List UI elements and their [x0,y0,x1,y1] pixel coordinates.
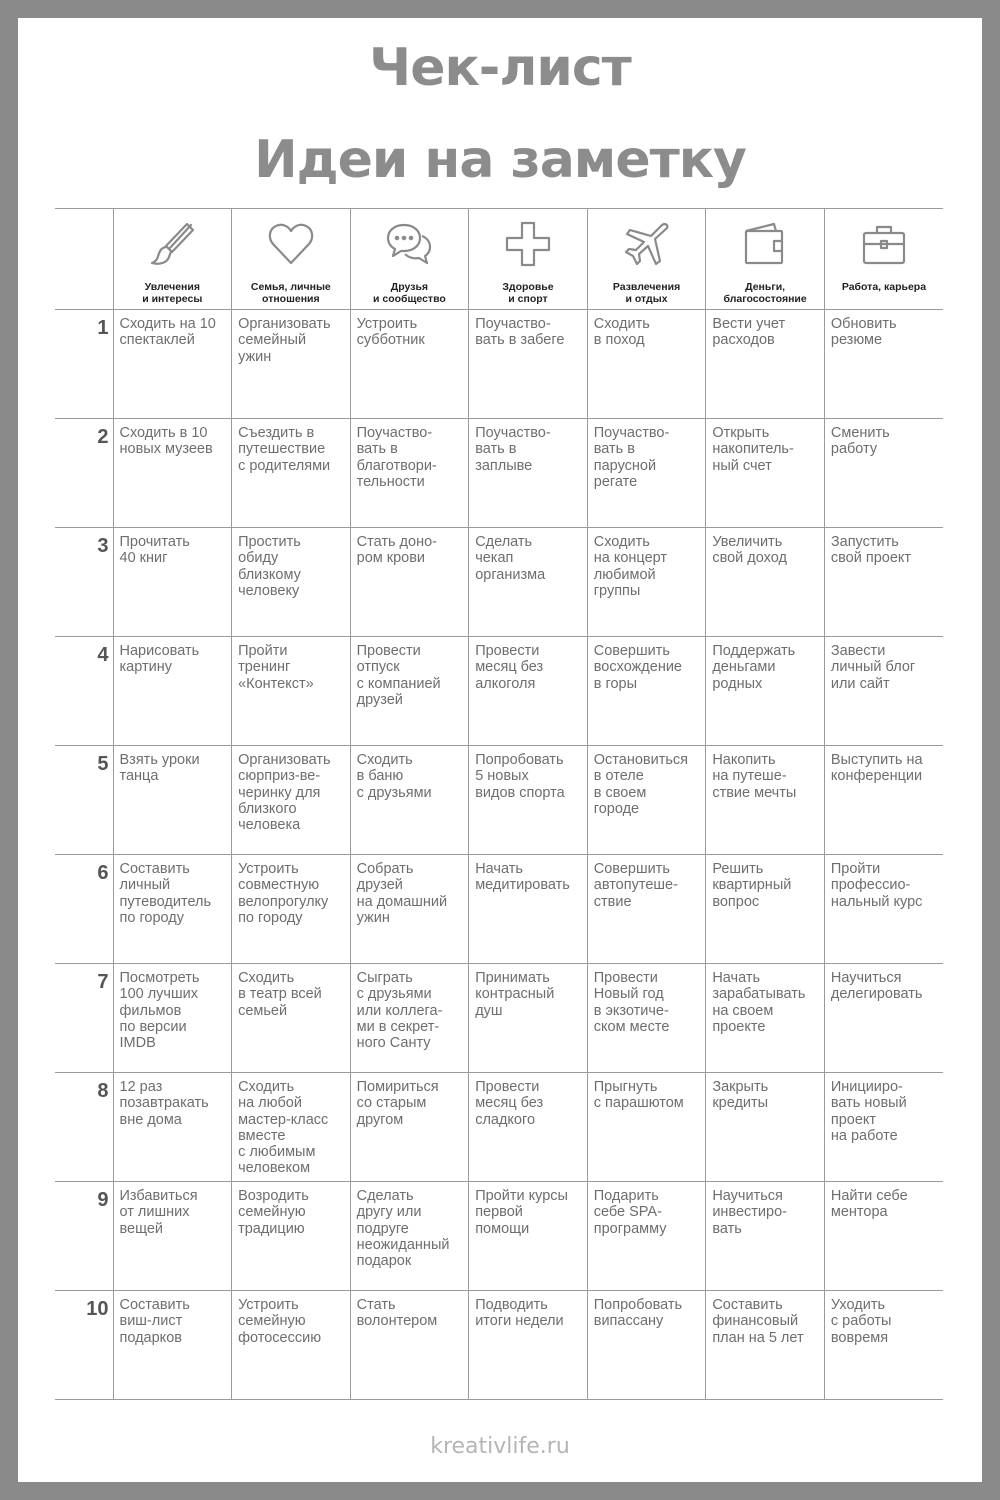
idea-cell [232,419,351,528]
idea-cell [469,419,588,528]
row-number: 4 [55,637,113,746]
idea-text: Стать волонтером [356,1297,438,1330]
idea-cell [824,855,943,964]
idea-text: Завести личный блог или сайт [830,643,916,692]
idea-text: Остановиться в отеле в своем городе [593,752,688,817]
idea-text: Обновить резюме [830,316,897,349]
idea-cell [824,528,943,637]
idea-text: Организовать сюрприз-ве- черинку для близкого человека [238,752,331,834]
idea-text: Устроить совместную велопрогулку по городу [238,861,329,926]
idea-cell [113,637,232,746]
idea-text: Сделать другу или подруге неожиданный подарок [356,1188,450,1270]
idea-cell [706,1291,825,1400]
row-number: 9 [55,1182,113,1291]
idea-text: Сходить в 10 новых музеев [119,425,213,458]
idea-cell [232,1182,351,1291]
category-label: Увлечения и интересы [142,281,203,305]
idea-cell [706,528,825,637]
idea-cell [824,746,943,855]
idea-cell [469,1182,588,1291]
idea-text: Сходить на любой мастер-класс вместе с любимым человеком [238,1079,329,1177]
idea-cell [113,746,232,855]
idea-cell [824,637,943,746]
table-row [55,964,943,1073]
idea-text: Сменить работу [830,425,890,458]
idea-text: Попробовать випассану [593,1297,683,1330]
idea-text: Выступить на конференции [830,752,923,785]
idea-text: Устроить семейную фотосессию [238,1297,322,1346]
idea-cell [232,637,351,746]
idea-cell [232,1073,351,1182]
category-header [350,209,469,310]
idea-cell [232,855,351,964]
idea-cell [350,637,469,746]
table-row [55,528,943,637]
category-label: Деньги, благосостояние [723,281,807,305]
idea-cell [824,1182,943,1291]
idea-text: Закрыть кредиты [712,1079,769,1112]
idea-cell [824,1073,943,1182]
idea-text: 12 раз позавтракать вне дома [119,1079,209,1128]
category-label: Друзья и сообщество [373,281,446,305]
idea-text: Решить квартирный вопрос [712,861,792,910]
idea-text: Стать доно- ром крови [356,534,437,567]
table-row [55,1291,943,1400]
idea-text: Составить личный путеводитель по городу [119,861,212,926]
idea-text: Увеличить свой доход [712,534,787,567]
idea-text: Уходить с работы вовремя [830,1297,892,1346]
idea-cell [113,1291,232,1400]
idea-text: Принимать контрасный душ [475,970,555,1019]
header-row [55,209,943,310]
table-row [55,746,943,855]
row-number: 5 [55,746,113,855]
idea-cell [824,310,943,419]
idea-cell [113,1182,232,1291]
idea-cell [706,637,825,746]
page-subtitle: Идеи на заметку [254,130,746,190]
paintbrush-icon [147,219,197,269]
idea-text: Попробовать 5 новых видов спорта [475,752,565,801]
idea-cell [232,746,351,855]
idea-text: Помириться со старым другом [356,1079,439,1128]
idea-text: Поучаство- вать в забеге [475,316,565,349]
idea-cell [469,637,588,746]
idea-cell [350,1073,469,1182]
table-row [55,310,943,419]
idea-cell [350,528,469,637]
page-title: Чек-лист [369,38,631,98]
idea-text: Пройти профессио- нальный курс [830,861,923,910]
category-header [113,209,232,310]
idea-text: Сделать чекап организма [475,534,546,583]
idea-cell [706,1073,825,1182]
idea-text: Сходить на концерт любимой группы [593,534,668,599]
idea-text: Провести Новый год в экзотиче- ском месте [593,970,670,1035]
idea-cell [587,1291,706,1400]
airplane-icon [622,219,672,269]
category-header [232,209,351,310]
table-row [55,855,943,964]
row-number: 7 [55,964,113,1073]
checklist-card [18,18,982,1482]
idea-cell [113,1073,232,1182]
idea-cell [587,855,706,964]
idea-text: Организовать семейный ужин [238,316,331,365]
idea-text: Вести учет расходов [712,316,786,349]
idea-text: Возродить семейную традицию [238,1188,309,1237]
category-header [469,209,588,310]
idea-cell [469,310,588,419]
category-label: Работа, карьера [841,281,927,293]
category-label: Семья, личные отношения [250,281,331,305]
idea-cell [824,419,943,528]
heart-icon [266,219,316,269]
chat-bubbles-icon [384,219,434,269]
idea-text: Сходить в поход [593,316,650,349]
idea-text: Сыграть с друзьями или коллега- ми в секрет- ного Санту [356,970,443,1052]
idea-text: Начать зарабатывать на своем проекте [712,970,806,1035]
idea-cell [587,746,706,855]
idea-text: Собрать друзей на домашний ужин [356,861,448,926]
idea-cell [587,1182,706,1291]
category-label: Развлечения и отдых [612,281,681,305]
table-row [55,637,943,746]
idea-cell [469,746,588,855]
idea-cell [824,964,943,1073]
table-row [55,419,943,528]
idea-cell [469,1291,588,1400]
idea-cell [350,419,469,528]
row-number: 6 [55,855,113,964]
checklist-table [55,208,943,1400]
idea-text: Нарисовать картину [119,643,200,676]
idea-text: Открыть накопитель- ный счет [712,425,794,474]
idea-cell [350,310,469,419]
idea-cell [587,419,706,528]
idea-cell [113,310,232,419]
category-header [587,209,706,310]
idea-cell [469,528,588,637]
idea-text: Взять уроки танца [119,752,200,785]
idea-cell [469,1073,588,1182]
idea-cell [587,964,706,1073]
briefcase-icon [859,219,909,269]
idea-text: Провести месяц без сладкого [475,1079,544,1128]
idea-cell [706,746,825,855]
idea-cell [232,528,351,637]
idea-text: Провести отпуск с компанией друзей [356,643,441,708]
idea-text: Сходить на 10 спектаклей [119,316,216,349]
row-number: 1 [55,310,113,419]
idea-cell [706,855,825,964]
idea-text: Поддержать деньгами родных [712,643,796,692]
plus-icon [503,219,553,269]
site-watermark: kreativlife.ru [430,1434,570,1459]
idea-text: Сходить в баню с друзьями [356,752,432,801]
category-label: Здоровье и спорт [502,281,554,305]
idea-cell [824,1291,943,1400]
idea-text: Съездить в путешествие с родителями [238,425,331,474]
idea-cell [587,637,706,746]
row-number: 2 [55,419,113,528]
idea-cell [706,419,825,528]
idea-cell [113,528,232,637]
idea-text: Пройти курсы первой помощи [475,1188,568,1237]
idea-text: Простить обиду близкому человеку [238,534,301,599]
idea-cell [587,310,706,419]
idea-text: Научиться делегировать [830,970,923,1003]
idea-cell [350,1182,469,1291]
table-row [55,1182,943,1291]
idea-text: Поучаство- вать в благотвори- тельности [356,425,437,490]
idea-text: Начать медитировать [475,861,570,894]
idea-text: Прыгнуть с парашютом [593,1079,684,1112]
idea-text: Подводить итоги недели [475,1297,564,1330]
idea-text: Посмотреть 100 лучших фильмов по версии IMDB [119,970,200,1052]
idea-text: Поучаство- вать в заплыве [475,425,551,474]
idea-cell [587,528,706,637]
idea-text: Научиться инвестиро- вать [712,1188,787,1237]
idea-cell [706,310,825,419]
idea-cell [350,746,469,855]
idea-text: Избавиться от лишних вещей [119,1188,198,1237]
idea-cell [706,964,825,1073]
idea-text: Запустить свой проект [830,534,912,567]
idea-cell [113,419,232,528]
idea-cell [469,855,588,964]
row-number: 8 [55,1073,113,1182]
idea-text: Сходить в театр всей семьей [238,970,322,1019]
idea-cell [706,1182,825,1291]
idea-cell [350,964,469,1073]
idea-cell [113,964,232,1073]
idea-text: Инициирo- вать новый проект на работе [830,1079,907,1144]
idea-text: Прочитать 40 книг [119,534,190,567]
idea-cell [587,1073,706,1182]
wallet-icon [740,219,790,269]
idea-text: Составить виш-лист подарков [119,1297,190,1346]
idea-cell [469,964,588,1073]
idea-cell [113,855,232,964]
idea-text: Найти себе ментора [830,1188,908,1221]
idea-text: Устроить субботник [356,316,425,349]
idea-text: Поучаство- вать в парусной регате [593,425,670,490]
idea-cell [232,310,351,419]
row-number: 3 [55,528,113,637]
idea-text: Пройти тренинг «Контекст» [238,643,314,692]
idea-text: Провести месяц без алкоголя [475,643,544,692]
row-number: 10 [55,1291,113,1400]
idea-cell [232,1291,351,1400]
corner-cell [55,209,113,310]
idea-text: Подарить себе SPA- программу [593,1188,667,1237]
idea-text: Совершить восхождение в горы [593,643,682,692]
table-row [55,1073,943,1182]
idea-text: Составить финансовый план на 5 лет [712,1297,804,1346]
idea-text: Совершить автопутеше- ствие [593,861,678,910]
idea-cell [350,855,469,964]
idea-text: Накопить на путеше- ствие мечты [712,752,797,801]
idea-cell [350,1291,469,1400]
category-header [824,209,943,310]
idea-cell [232,964,351,1073]
category-header [706,209,825,310]
